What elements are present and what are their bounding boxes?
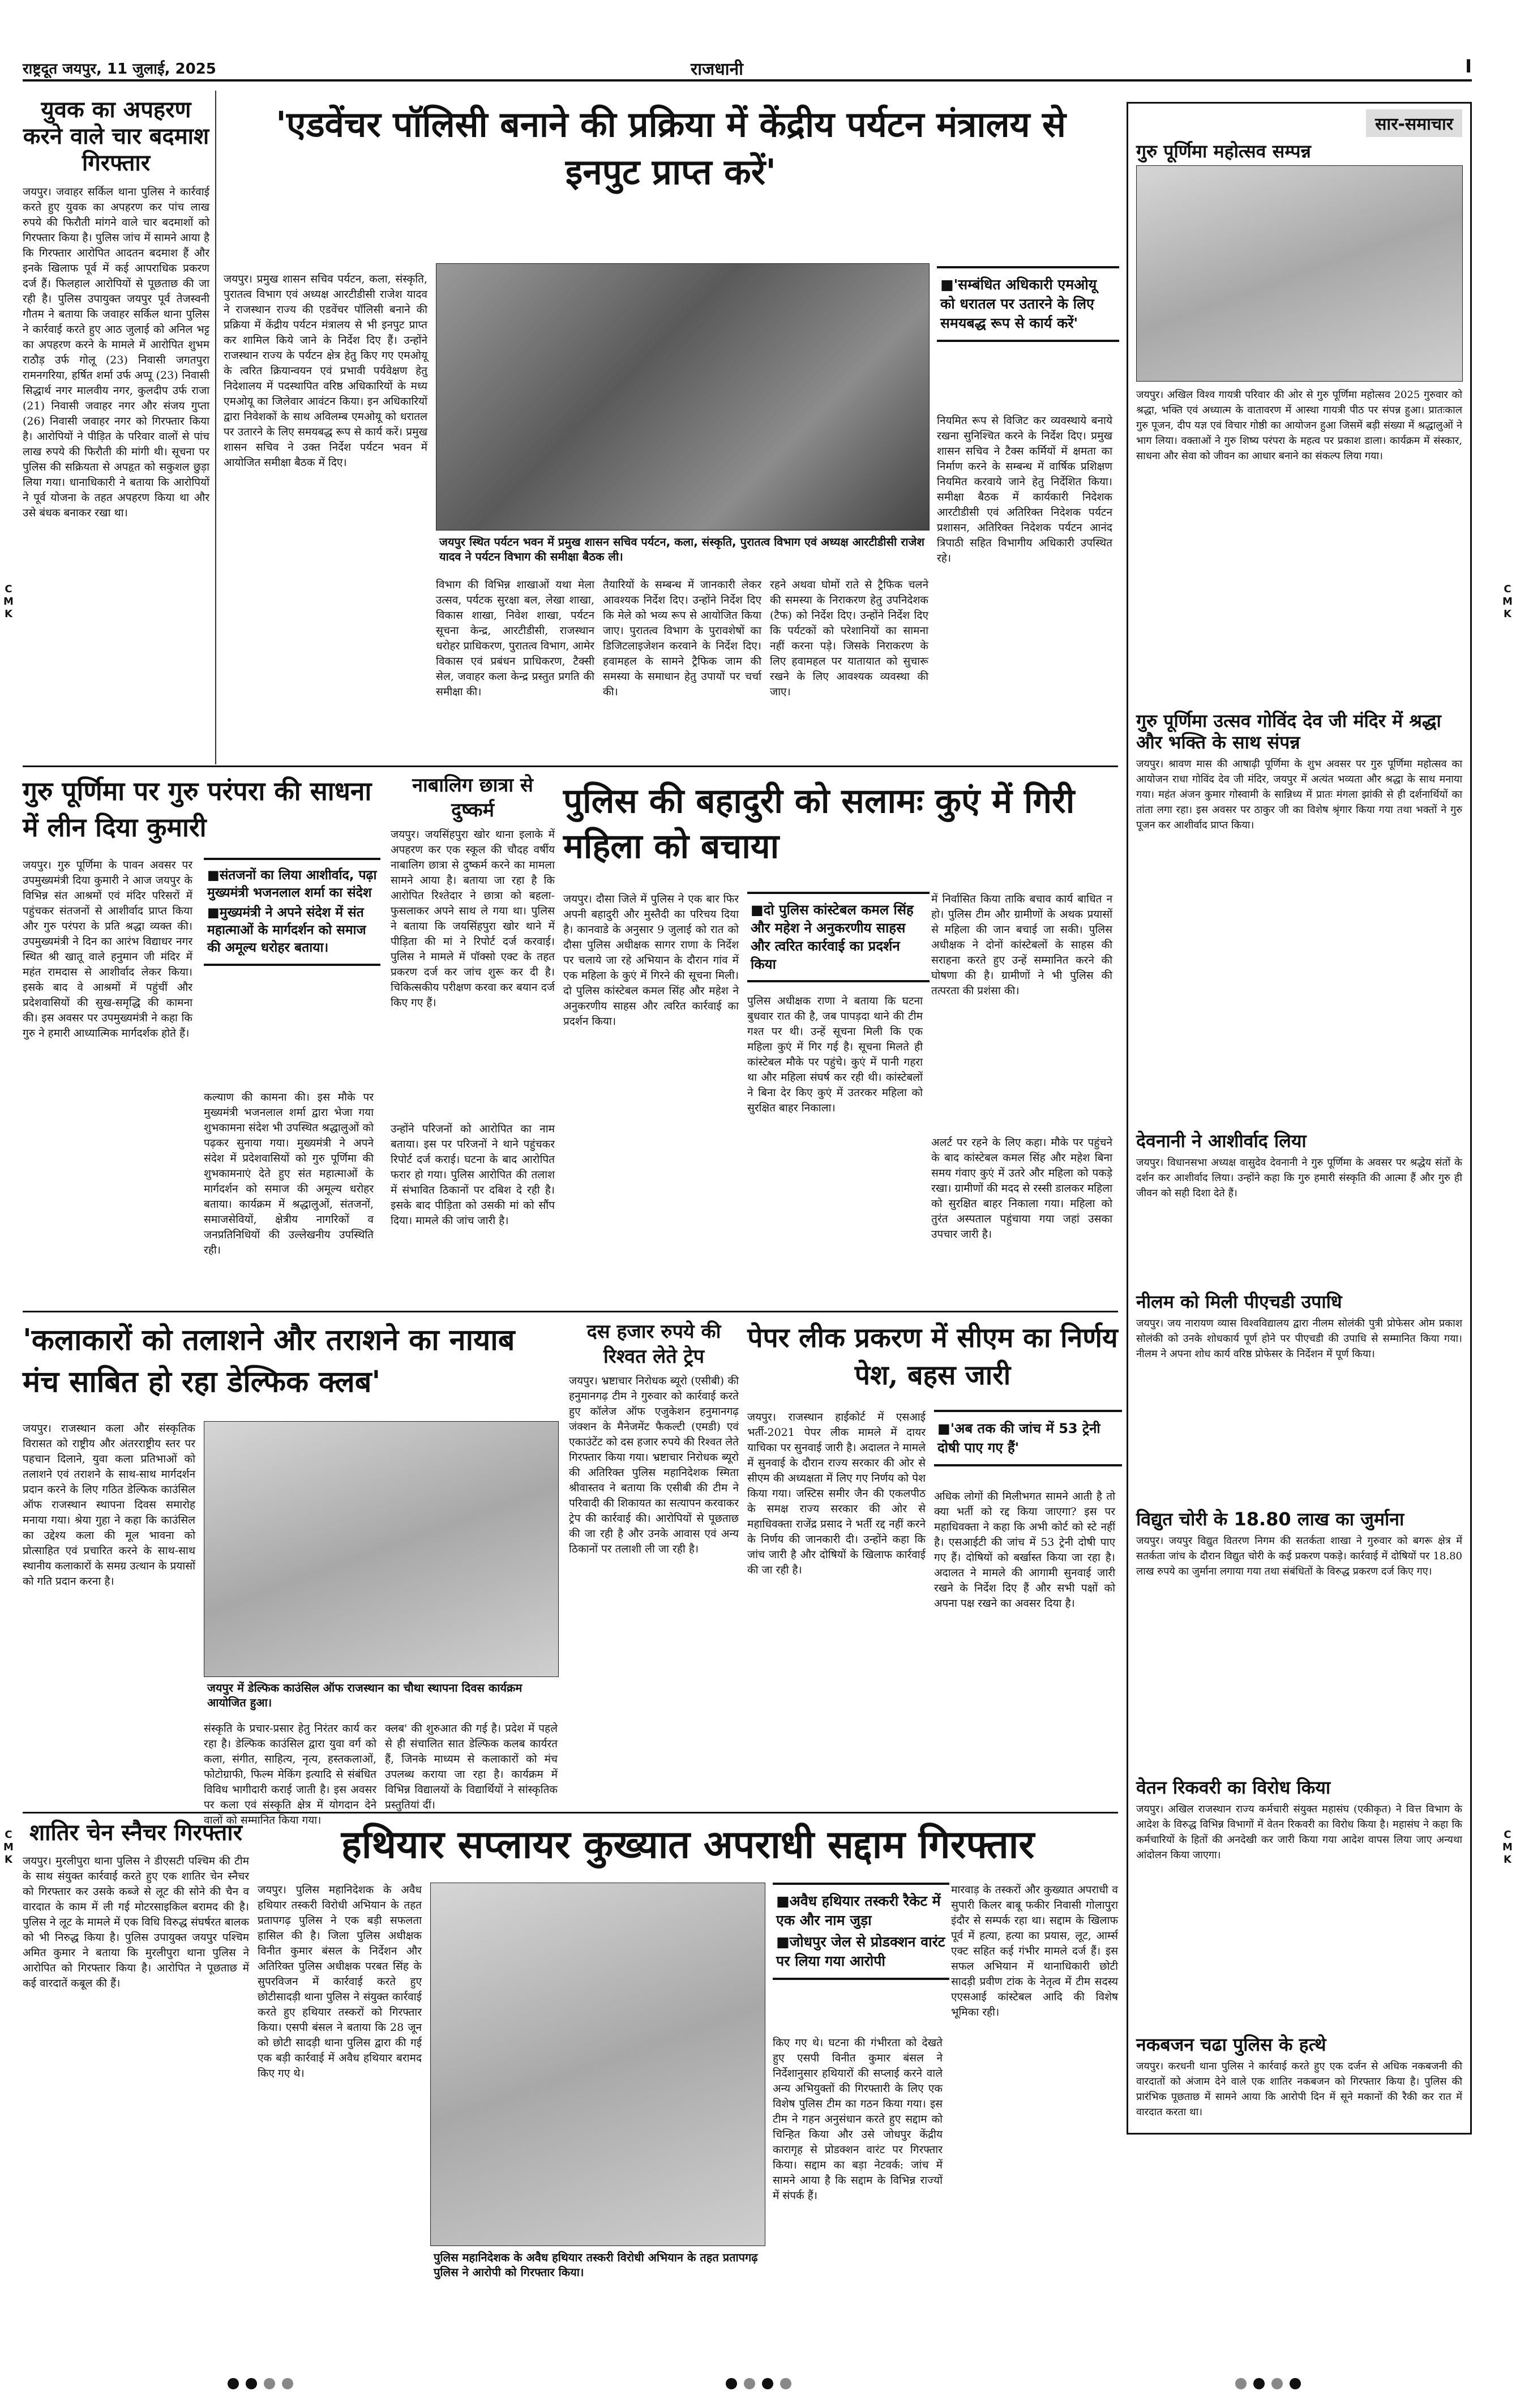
story-col: कल्याण की कामना की। इस मौके पर मुख्यमंत्री भजनलाल शर्मा द्वारा भेजा गया शुभकामना संदेश भी उपस्थित श्रद्धालुओं को पढ़कर सुनाया गया। मुख्यमंत्री ने अपने संदेश में प्रदेशवासियों को गुरु पूर्णिमा की शुभकामनाएं देते हुए संत महात्माओं के मार्गदर्शन को समाज की अमूल्य धरोहर बताया। कार्यक्रम में श्रद्धालुओं, संतजनों, समाजसेवियों, क्षेत्रीय नागरिकों व जनप्रतिनिधियों की उल्लेखनीय उपस्थिति रही। xyxy=(204,1091,374,1256)
story-col: तैयारियों के सम्बन्ध में जानकारी लेकर आवश्यक निर्देश दिए। उन्होंने निर्देश दिए कि मेले को भव्य रूप से आयोजित किया जाए। पुरातत्व विभाग के पुरावशेषों का डिजिटलाइजेशन करवाने के निर्देश दिए। हवामहल के सामने ट्रैफिक जाम की समस्या के समाधान हेतु उपायों पर चर्चा की। xyxy=(603,579,761,698)
story-headline: शातिर चेन स्नैचर गिरफ्तार xyxy=(29,1819,243,1846)
story-paper-leak xyxy=(747,1319,1118,1806)
story-col: रहने अथवा घोमों राते से ट्रैफिक चलने की समस्या के निराकरण हेतु उपनिदेशक (टैफ) को निर्देश दिए। उन्होंने निर्देश दिए कि पर्यटकों को परेशानियों का सामना नहीं करना पड़े। जिसके निराकरण के लिए हवामहल पर यातायात को सुचारू रखने के लिए आवश्यक व्यवस्था की जाए। xyxy=(770,579,928,698)
sidebar-body: जयपुर। श्रावण मास की आषाढ़ी पूर्णिमा के शुभ अवसर पर गुरु पूर्णिमा महोत्सव का आयोजन राधा गोविंद देव जी मंदिर, जयपुर में अत्यंत भव्यता और श्रद्धा के साथ मनाया गया। महंत अंजन कुमार गोस्वामी के सान्निध्य में प्रातः मंगला झांकी से ही दर्शनार्थियों का तांता लगा रहा। इस अवसर पर ठाकुर जी का विशेष श्रृंगार किया गया तथा भक्तों ने गुरु पूजन कर आशीर्वाद प्राप्त किया। xyxy=(1136,758,1462,831)
sidebar-body: जयपुर। करधनी थाना पुलिस ने कार्रवाई करते हुए एक दर्जन से अधिक नकबजनी की वारदातों को अंजाम देने वाले एक शातिर नकबजन को गिरफ्तार किया है। पुलिस की प्रारंभिक पूछताछ में सामने आया कि आरोपी दिन में सूने मकानों की रैकी कर रात में वारदात करता था। xyxy=(1136,2060,1462,2118)
photo-caption: जयपुर स्थित पर्यटन भवन में प्रमुख शासन सचिव पर्यटन, कला, संस्कृति, पुरातत्व विभाग एवं अध्यक्ष आरटीडीसी राजेश यादव ने पर्यटन विभाग की समीक्षा बैठक ली। xyxy=(436,532,935,566)
masthead xyxy=(23,54,1472,82)
section-divider xyxy=(23,1812,1118,1814)
weapons-photo xyxy=(430,1883,765,2246)
dot-mark xyxy=(282,2378,293,2389)
sidebar-photo xyxy=(1136,165,1463,382)
story-col: में निर्वासित किया ताकि बचाव कार्य बाधित न हो। पुलिस टीम और ग्रामीणों के अथक प्रयासों से महिला की जान बचाई जा सकी। पुलिस अधीक्षक ने दोनों कांस्टेबलों के साहस की सराहना करते हुए उन्हें सम्मानित करने की घोषणा की है। ग्रामीणों ने भी पुलिस की तत्परता की प्रशंसा की। xyxy=(931,893,1112,997)
page-number: I xyxy=(1465,55,1472,77)
story-body: जयपुर। जवाहर सर्किल थाना पुलिस ने कार्रवाई करते हुए युवक का अपहरण कर पांच लाख रुपये की फिरौती मांगने वाले चार बदमाशों को गिरफ्तार किया है। पुलिस जांच में सामने आया है कि गिरफ्तार आरोपित आदतन बदमाश हैं और इनके खिलाफ पूर्व में कई आपराधिक प्रकरण दर्ज हैं। फिलहाल आरोपियों से पूछताछ की जा रही है। पुलिस उपायुक्त जयपुर पूर्व तेजस्वनी गौतम ने बताया कि जवाहर सर्किल थाना पुलिस ने कार्रवाई करते हुए आठ जुलाई को अनिल भट्ट का अपहरण करने के मामले में आरोपित शुभम राठौड़ उर्फ गोलू (23) निवासी जगतपुरा रामनगरिया, हर्षित शर्मा उर्फ अप्पू (23) निवासी सिद्धार्थ नगर मालवीय नगर, कुलदीप उर्फ राजा (21) निवासी जवाहर नगर और संजय गुप्ता (26) निवासी जवाहर नगर को गिरफ्तार किया है। आरोपियों ने पीड़ित के परिवार वालों से पांच लाख रुपये की फिरौती की मांगी थी। सूचना पर पुलिस की सक्रियता से अपहृत को सकुशल छुड़ा लिया गया। धानाधिकारी ने बताया कि आरोपियों ने पूर्व योजना के तहत अपहरण किया था और उसे बंधक बनाकर रखा था। xyxy=(23,185,209,519)
story-headline: 'कलाकारों को तलाशने और तराशने का नायाब मंच साबित हो रहा डेल्फिक क्लब' xyxy=(23,1323,515,1399)
dot-mark xyxy=(1271,2378,1283,2389)
sidebar-body: जयपुर। अखिल विश्व गायत्री परिवार की ओर से गुरु पूर्णिमा महोत्सव 2025 गुरुवार को श्रद्धा, भक्ति एवं अध्यात्म के वातावरण में आस्था गायत्री पीठ पर संपन्न हुआ। प्रातःकाल गुरु पूजन, दीप यज्ञ एवं विचार गोष्ठी का आयोजन हुआ जिसमें बड़ी संख्या में श्रद्धालुओं ने भाग लिया। वक्ताओं ने गुरु शिष्य परंपरा के महत्व पर प्रकाश डाला। कार्यक्रम में संस्कार, साधना और सेवा को जीवन का आधार बनाने का संकल्प लिया गया। xyxy=(1136,389,1462,462)
sidebar-body: जयपुर। विधानसभा अध्यक्ष वासुदेव देवनानी ने गुरु पूर्णिमा के अवसर पर श्रद्धेय संतों के दर्शन कर आशीर्वाद लिया। उन्होंने कहा कि गुरु हमारी संस्कृति की आत्मा हैं और गुरु ही जीवन को सही दिशा देते हैं। xyxy=(1136,1157,1462,1199)
story-col: जयपुर। प्रमुख शासन सचिव पर्यटन, कला, संस्कृति, पुरातत्व विभाग एवं अध्यक्ष आरटीडीसी राजेश यादव ने राजस्थान राज्य की एडवेंचर पॉलिसी बनाने की प्रक्रिया में केंद्रीय पर्यटन मंत्रालय से भी इनपुट प्राप्त कर शामिल किये जाने के निर्देश दिए हैं। उन्होंने राजस्थान राज्य के पर्यटन क्षेत्र हेतु किए गए एमओयू के त्वरित क्रियान्वयन एवं प्रभावी पर्यवेक्षण हेतु निदेशालय में पदस्थापित वरिष्ठ अधिकारियों के मध्य एमओयू का जिलेवार आवंटन किया। इन अधिकारियों द्वारा निवेशकों के साथ अविलम्ब एमओयू को धरातल पर उतारने के लिए समयबद्ध रूप से कार्य करें। प्रमुख शासन सचिव ने उक्त निर्देश पर्यटन भवन में आयोजित समीक्षा बैठक में दिए। xyxy=(224,273,427,469)
story-col: मारवाड़ के तस्करों और कुख्यात अपराधी व सुपारी किलर बाबू फकीर निवासी गोलापुरा इंदौर से सम्पर्क रहा था। सद्दाम के खिलाफ पूर्व में हत्या, हत्या का प्रयास, लूट, आर्म्स एक्ट सहित कई गंभीर मामले दर्ज हैं। इस सफल अभियान में थानाधिकारी छोटी सादड़ी प्रवीण टांक के नेतृत्व में टीम सदस्य एएसआई कांस्टेबल आदि की विशेष भूमिका रही। xyxy=(951,1884,1118,2018)
sidebar-news xyxy=(1127,102,1472,2135)
story-adventure xyxy=(224,96,1118,759)
story-col: विभाग की विभिन्न शाखाओं यथा मेला उत्सव, पर्यटक सुरक्षा बल, लेखा शाखा, विकास शाखा, निवेश शाखा, पर्यटन सूचना केन्द्र, आरटीडीसी, राजस्थान धरोहर प्राधिकरण, पुरातत्व विभाग, आमेर विकास एवं प्रबंधन प्राधिकरण, टैक्सी सेल, जवाहर कला केन्द्र प्रस्तुत प्रगति की समीक्षा की। xyxy=(436,579,594,698)
registration-mark-right-top: C M K xyxy=(1502,583,1513,620)
masthead-date: राष्ट्रदूत जयपुर, 11 जुलाई, 2025 xyxy=(23,61,216,78)
story-headline: युवक का अपहरण करने वाले चार बदमाश गिरफ्तार xyxy=(23,96,209,177)
story-chain xyxy=(23,1817,249,2310)
registration-mark-left-top: C M K xyxy=(3,583,14,620)
story-body: उन्होंने परिजनों को आरोपित का नाम बताया। इस पर परिजनों ने थाने पहुंचकर रिपोर्ट दर्ज कराई। घटना के बाद आरोपित फरार हो गया। पुलिस आरोपित की तलाश में संभावित ठिकानों पर दबिश दे रही है। इसके बाद पीड़िता को उसकी मां को सौंप दिया। मामले की जांच जारी है। xyxy=(391,1123,555,1227)
story-col: जयपुर। राजस्थान कला और संस्कृतिक विरासत को राष्ट्रीय और अंतरराष्ट्रीय स्तर पर पहचान दिलाने, युवा कला प्रतिभाओं को तलाशने एवं तराशने के साथ-साथ मार्गदर्शन प्रदान करने के लिए गठित डेल्फिक काउंसिल ऑफ राजस्थान स्थापना दिवस समारोह मनाया गया। श्रेया गुहा ने कहा कि काउंसिल का उद्देश्य कला की मूल भावना को प्रोत्साहित एवं प्रचारित करने के साथ-साथ स्थानीय कलाकारों के समग्र उत्थान के प्रयासों को गति प्रदान करना है। xyxy=(23,1422,195,1588)
story-delphic xyxy=(23,1319,560,1827)
pull-quote: ■ अवैध हथियार तस्करी रैकेट में एक और नाम जुड़ा ■ जोधपुर जेल से प्रोडक्शन वारंट पर लिया गया आरोपी xyxy=(773,1883,949,1980)
story-col: किए गए थे। घटना की गंभीरता को देखते हुए एसपी विनीत कुमार बंसल ने निर्देशानुसार हथियारों की सप्लाई करने वाले अन्य अभियुक्तों की गिरफ्तारी के लिए एक विशेष पुलिस टीम का गठन किया गया। इस टीम ने गहन अनुसंधान करते हुए सद्दाम को चिन्हित किया और उसे जोधपुर केंद्रीय कारागृह से प्रोडक्शन वारंट पर गिरफ्तार किया। सद्दाम का बड़ा नेटवर्क: जांच में सामने आया है कि सद्दाम के विभिन्न राज्यों में संपर्क हैं। xyxy=(773,2037,943,2202)
dot-mark xyxy=(726,2378,737,2389)
sidebar-body: जयपुर। जय नारायण व्यास विश्वविद्यालय द्वारा नीलम सोलंकी पुत्री प्रोफेसर ओम प्रकाश सोलंकी को उनके शोधकार्य पूर्ण होने पर पीएचडी की उपाधि से सम्मानित किया गया। नीलम ने अपना शोध कार्य वरिष्ठ प्रोफेसर के निर्देशन में पूर्ण किया। xyxy=(1136,1318,1462,1360)
story-weapons xyxy=(258,1820,1118,2313)
sidebar-headline: गुरु पूर्णिमा महोत्सव सम्पन्न xyxy=(1136,140,1311,162)
pull-quote: ■ 'सम्बंधित अधिकारी एमओयू को धरातल पर उतारने के लिए समयबद्ध रूप से कार्य करें' xyxy=(937,266,1119,342)
story-kidnap xyxy=(23,96,209,759)
story-col: जयपुर। पुलिस महानिदेशक के अवैध हथियार तस्करी विरोधी अभियान के तहत प्रतापगढ़ पुलिस ने एक बड़ी सफलता हासिल की है। जिला पुलिस अधीक्षक विनीत कुमार बंसल के निर्देशन और अतिरिक्त पुलिस अधीक्षक परबत सिंह के सुपरविजन में कार्रवाई करते हुए छोटीसादड़ी थाना पुलिस ने संयुक्त कार्रवाई करते हुए हथियार तस्करों को गिरफ्तार किया। एसपी बंसल ने बताया कि 28 जून को छोटी सादड़ी थाना पुलिस द्वारा की गई एक बड़ी कार्रवाई में अवैध हथियार बरामद किए गए थे। xyxy=(258,1884,422,2080)
story-gurupurnima-kumari xyxy=(23,773,379,1305)
delphic-photo xyxy=(204,1421,559,1677)
dot-mark xyxy=(744,2378,755,2389)
story-col: जयपुर। दौसा जिले में पुलिस ने एक बार फिर अपनी बहादुरी और मुस्तैदी का परिचय दिया है। कानवाडे के अनुसार 9 जुलाई को रात को दौसा पुलिस अधीक्षक सागर राणा के निर्देश पर चलाये जा रहे अभियान के दौरान गांव में एक महिला के कुएं में गिरने की सूचना मिली। दो पुलिस कांस्टेबल कमल सिंह और महेश ने अनुकरणीय साहस और त्वरित कार्रवाई का प्रदर्शन किया। xyxy=(563,893,739,1028)
story-col: जयपुर। राजस्थान हाईकोर्ट में एसआई भर्ती-2021 पेपर लीक मामले में दायर याचिका पर सुनवाई जारी है। अदालत ने मामले में सुनवाई के दौरान राज्य सरकार की ओर से सीएम की अध्यक्षता में लिए गए निर्णय को पेश किया गया। जस्टिस समीर जैन की एकलपीठ के समक्ष राज्य सरकार की ओर से महाधिवक्ता राजेंद्र प्रसाद ने भर्ती रद्द नहीं करने के निर्णय की जानकारी दी। उन्होंने कहा कि जांच जारी है और दोषियों के खिलाफ कार्रवाई की जा रही है। xyxy=(747,1411,926,1576)
section-divider xyxy=(23,1311,1118,1312)
sidebar-headline: नीलम को मिली पीएचडी उपाधि xyxy=(1136,1291,1342,1312)
registration-mark-right-bottom: C M K xyxy=(1502,1829,1513,1866)
story-headline: पेपर लीक प्रकरण में सीएम का निर्णय पेश, बहस जारी xyxy=(747,1322,1118,1391)
pull-quote: ■ दो पुलिस कांस्टेबल कमल सिंह और महेश ने अनुकरणीय साहस और त्वरित कार्रवाई का प्रदर्शन किया xyxy=(747,892,930,982)
dot-mark xyxy=(1290,2378,1301,2389)
sidebar-headline: वेतन रिकवरी का विरोध किया xyxy=(1136,1777,1331,1798)
story-body: जयपुर। भ्रष्टाचार निरोधक ब्यूरो (एसीबी) की हनुमानगढ़ टीम ने गुरुवार को कार्रवाई करते हुए कॉलेज ऑफ एजुकेशन हनुमानगढ़ जंक्शन के मैनेजमेंट फैकल्टी (एमडी) एवं एकाउंटेंट को दस हजार रुपये की रिश्वत लेते गिरफ्तार किया गया। भ्रष्टाचार निरोधक ब्यूरो की अतिरिक्त पुलिस महानिदेशक स्मिता श्रीवास्तव ने बताया कि एसीबी की टीम ने परिवादी की शिकायत का सत्यापन करवाकर ट्रेप की कार्रवाई की। आरोपियों से पूछताछ की जा रही है और उनके आवास एवं अन्य ठिकानों पर तलाशी ली जा रही है। xyxy=(569,1375,739,1555)
sidebar-headline: गुरु पूर्णिमा उत्सव गोविंद देव जी मंदिर में श्रद्धा और भक्ति के साथ संपन्न xyxy=(1136,710,1441,753)
photo-caption: पुलिस महानिदेशक के अवैध हथियार तस्करी विरोधी अभियान के तहत प्रतापगढ़ पुलिस ने आरोपी को गिरफ्तार किया। xyxy=(430,2248,771,2282)
dot-mark xyxy=(1235,2378,1247,2389)
dot-mark xyxy=(228,2378,239,2389)
photo-caption: जयपुर में डेल्फिक काउंसिल ऑफ राजस्थान का चौथा स्थापना दिवस कार्यक्रम आयोजित हुआ। xyxy=(204,1678,564,1712)
section-name: राजधानी xyxy=(691,59,743,79)
story-col: संस्कृति के प्रचार-प्रसार हेतु निरंतर कार्य कर रहा है। डेल्फिक काउंसिल द्वारा युवा वर्ग को कला, संगीत, साहित्य, नृत्य, हस्तकलाओं, फोटोग्राफी, फिल्म मेकिंग इत्यादि से संबंधित विविध भागीदारी कराई जाती है। इस अवसर पर कला एवं संस्कृति क्षेत्र में योगदान देने वालों को सम्मानित किया गया। xyxy=(204,1722,376,1827)
meeting-photo xyxy=(436,263,930,531)
story-minor xyxy=(391,773,555,1305)
story-col: जयपुर। गुरु पूर्णिमा के पावन अवसर पर उपमुख्यमंत्री दिया कुमारी ने आज जयपुर के विभिन्न संत आश्रमों एवं मंदिर परिसरों में पहुंचकर संतजनों से आशीर्वाद प्राप्त किया और गुरु परंपरा के प्रति श्रद्धा व्यक्त की। उपमुख्यमंत्री ने दिन का आरंभ विद्याधर नगर स्थित श्री खातू वाले हनुमान जी मंदिर में महंत रामदास से आशीर्वाद लेकर किया। इसके बाद वे आश्रमों में पहुंचीं और प्रदेशवासियों की सुख-समृद्धि की कामना की। इस अवसर पर उपमुख्यमंत्री ने कहा कि गुरु ने हमारी आध्यात्मिक मार्गदर्शक होते हैं। xyxy=(23,859,192,1040)
dot-mark xyxy=(762,2378,773,2389)
sidebar-body: जयपुर। अखिल राजस्थान राज्य कर्मचारी संयुक्त महासंघ (एकीकृत) ने वित्त विभाग के आदेश के विरुद्ध विभिन्न विभागों में वेतन रिकवरी का विरोध किया है। महासंघ ने कहा कि कर्मचारियों के हितों की अनदेखी कर जारी किया गया आदेश वापस लिया जाए अन्यथा आंदोलन किया जाएगा। xyxy=(1136,1803,1462,1861)
story-headline: नाबालिग छात्रा से दुष्कर्म xyxy=(412,774,533,822)
pull-quote: ■ संतजनों का लिया आशीर्वाद, पढ़ा मुख्यमंत्री भजनलाल शर्मा का संदेश ■ मुख्यमंत्री ने अपने संदेश में संत महात्माओं के मार्गदर्शन को समाज की अमूल्य धरोहर बताया। xyxy=(204,858,380,966)
story-headline: गुरु पूर्णिमा पर गुरु परंपरा की साधना में लीन दिया कुमारी xyxy=(23,776,372,842)
registration-mark-left-bottom: C M K xyxy=(3,1829,14,1866)
dot-mark xyxy=(246,2378,257,2389)
story-col: अधिक लोगों की मिलीभगत सामने आती है तो क्या भर्ती को रद्द किया जाएगा? इस पर महाधिवक्ता ने कहा कि अभी कोर्ट को स्टे नहीं है। एसआईटी की जांच में 53 ट्रेनी दोषी पाए गए हैं। दोषियों को बर्खास्त किया जा रहा है। अदालत ने मामले की आगामी सुनवाई जारी रखने के निर्देश दिए हैं और सभी पक्षों को अपना पक्ष रखने का अवसर दिया है। xyxy=(934,1490,1115,1610)
story-headline: पुलिस की बहादुरी को सलामः कुएं में गिरी महिला को बचाया xyxy=(563,781,1075,866)
print-color-bar-right xyxy=(1177,2378,1359,2395)
pull-quote: ■ 'अब तक की जांच में 53 ट्रेनी दोषी पाए गए हैं' xyxy=(934,1410,1122,1466)
sidebar-label: सार-समाचार xyxy=(1136,109,1462,137)
story-col: नियमित रूप से विजिट कर व्यवस्थाये बनाये रखना सुनिश्चित करने के निर्देश दिए। प्रमुख शासन सचिव ने टैक्स कर्मियों में क्षमता का निर्माण करने के सम्बन्ध में वार्षिक प्रशिक्षण नियमित करवाये जाने हेतु निर्देशित किया। समीक्षा बैठक में कार्यकारी निदेशक आरटीडीसी एवं अतिरिक्त निदेशक पर्यटन प्रशासन, अतिरिक्त निदेशक पर्यटन आनंद त्रिपाठी सहित विभागीय अधिकारी उपस्थित रहे। xyxy=(937,414,1112,564)
dot-mark xyxy=(780,2378,791,2389)
story-headline: हथियार सप्लायर कुख्यात अपराधी सद्दाम गिरफ्तार xyxy=(341,1822,1035,1867)
story-body: जयपुर। जयसिंहपुरा खोर थाना इलाके में अपहरण कर एक स्कूल की चौदह वर्षीय नाबालिग छात्रा से दुष्कर्म करने का मामला सामने आया है। बताया जा रहा है कि आरोपित रिश्तेदार ने छात्रा को बहला-फुसलाकर अपने साथ ले गया था। पुलिस ने बताया कि जयसिंहपुरा खोर थाने में पीड़िता की मां ने रिपोर्ट दर्ज करवाई। पुलिस ने मामले में पॉक्सो एक्ट के तहत प्रकरण दर्ज कर जांच शुरू कर दी है। चिकित्सकीय परीक्षण करवा कर बयान दर्ज किए गए हैं। xyxy=(391,828,555,1009)
print-color-bar-left xyxy=(170,2378,351,2395)
story-col: पुलिस अधीक्षक राणा ने बताया कि घटना बुधवार रात की है, जब पापड़दा थाने की टीम गश्त पर थी। उन्हें सूचना मिली कि एक महिला कुएं में गिर गई है। सूचना मिलते ही कांस्टेबल मौके पर पहुंचे। कुएं में पानी गहरा था और महिला संघर्ष कर रही थी। कांस्टेबलों ने बिना देर किए कुएं में उतरकर महिला को सुरक्षित बाहर निकाला। xyxy=(747,995,923,1114)
story-col: क्लब' की शुरुआत की गई है। प्रदेश में पहले से ही संचालित सात डेल्फिक कलब कार्यरत हैं, जिनके माध्यम से कलाकारों को मंच उपलब्ध कराया जा रहा है। कार्यक्रम में विभिन्न विद्यालयों के विद्यार्थियों ने सांस्कृतिक प्रस्तुतियां दीं। xyxy=(385,1722,558,1811)
story-bribe xyxy=(569,1319,739,1806)
print-color-bar-center xyxy=(657,2378,860,2395)
story-body: जयपुर। मुरलीपुरा थाना पुलिस ने डीएसटी पश्चिम की टीम के साथ संयुक्त कार्रवाई करते हुए एक शातिर चेन स्नैचर को गिरफ्तार कर उसके कब्जे से लूट की सोने की चैन व वारदात के काम में ली गई मोटरसाइकिल बरामद की है। पुलिस ने लूट के मामले में एक विधि विरुद्ध संघर्षरत बालक को भी निरुद्ध किया है। पुलिस उपायुक्त जयपुर पश्चिम अमित कुमार ने बताया कि मुरलीपुरा थाना पुलिस ने आरोपित को गिरफ्तार किया है। आरोपित ने पूछताछ में कई वारदातें कबूल की हैं। xyxy=(23,1855,249,1990)
sidebar-headline: देवनानी ने आशीर्वाद लिया xyxy=(1136,1130,1307,1152)
sidebar-headline: विद्युत चोरी के 18.80 लाख का जुर्माना xyxy=(1136,1508,1404,1530)
story-headline: 'एडवेंचर पॉलिसी बनाने की प्रक्रिया में केंद्रीय पर्यटन मंत्रालय से इनपुट प्राप्त करें' xyxy=(276,104,1066,193)
story-police-salute xyxy=(563,779,1118,1305)
story-col: अलर्ट पर रहने के लिए कहा। मौके पर पहुंचने के बाद कांस्टेबल कमल सिंह और महेश बिना समय गंवाए कुएं में उतरे और महिला को पकड़े रखा। ग्रामीणों की मदद से रस्सी डालकर महिला को सुरक्षित बाहर निकाला गया। महिला को तुरंत अस्पताल पहुंचाया गया जहां उसका उपचार जारी है। xyxy=(931,1136,1112,1241)
column-rule xyxy=(215,91,216,764)
sidebar-headline: नकबजन चढा पुलिस के हत्थे xyxy=(1136,2034,1326,2055)
dot-mark xyxy=(1253,2378,1265,2389)
sidebar-body: जयपुर। जयपुर विद्युत वितरण निगम की सतर्कता शाखा ने गुरुवार को बगरू क्षेत्र में सतर्कता जांच के दौरान विद्युत चोरी के कई प्रकरण पकड़े। कार्रवाई में दोषियों पर 18.80 लाख रुपये का जुर्माना लगाया गया तथा संबंधितों के विरुद्ध प्रकरण दर्ज किए गए। xyxy=(1136,1535,1462,1577)
dot-mark xyxy=(264,2378,275,2389)
story-headline: दस हजार रुपये की रिश्वत लेते ट्रेप xyxy=(586,1320,721,1368)
section-divider xyxy=(23,765,1118,767)
